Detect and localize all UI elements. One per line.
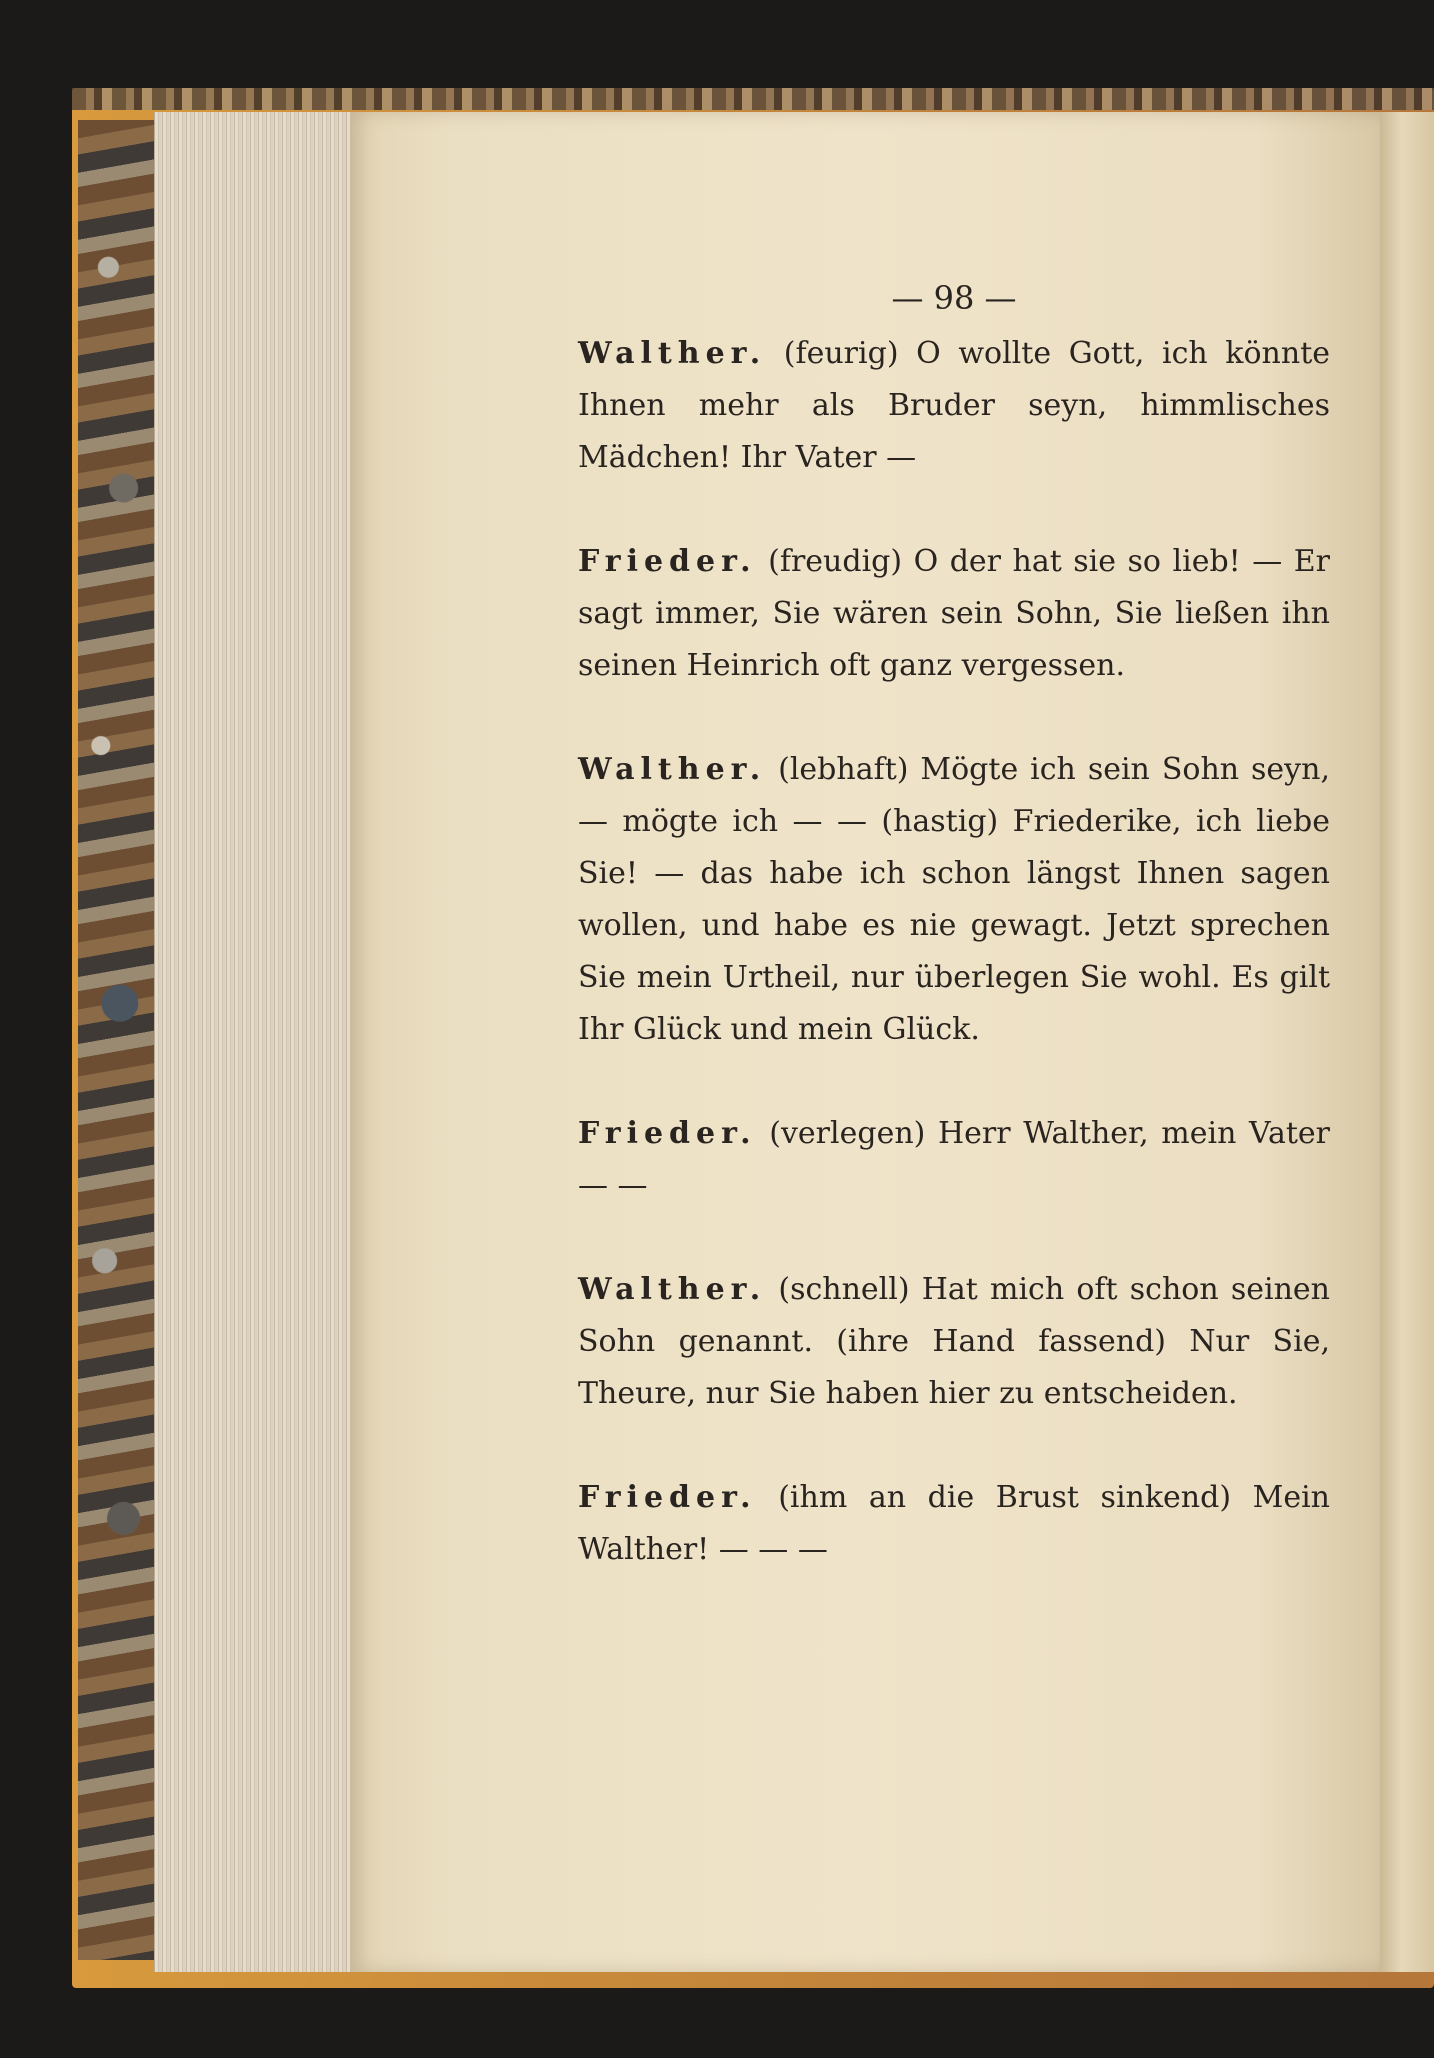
- speaker-name: Walther.: [578, 1272, 767, 1307]
- speaker-name: Frieder.: [578, 1480, 757, 1515]
- next-page-edge: [1380, 112, 1434, 1972]
- speech-text: (feurig) O wollte Gott, ich könnte Ihnen mehr als Bruder seyn, himmlisches Mädchen! Ihr Vater —: [578, 336, 1330, 475]
- speech-4: [578, 1108, 1330, 1212]
- speech-6: [578, 1472, 1330, 1576]
- speech-text: (verlegen) Herr Walther, mein Vater — —: [578, 1116, 1330, 1203]
- cover-top-edge: [72, 88, 1434, 110]
- speaker-name: Walther.: [578, 752, 767, 787]
- speech-text: (freudig) O der hat sie so lieb! — Er sagt immer, Sie wären sein Sohn, Sie ließen ihn seinen Heinrich oft ganz vergessen.: [578, 544, 1330, 683]
- speech-5: [578, 1264, 1330, 1420]
- speaker-name: Walther.: [578, 336, 767, 371]
- speech-text: (ihm an die Brust sinkend) Mein Walther! — — —: [578, 1480, 1330, 1567]
- page-block-edges: [154, 112, 351, 1972]
- speech-3: [578, 744, 1330, 1056]
- page-number: — 98 —: [891, 279, 1017, 317]
- speech-text: (schnell) Hat mich oft schon seinen Sohn genannt. (ihre Hand fassend) Nur Sie, Theure, nur Sie haben hier zu entscheiden.: [578, 1272, 1330, 1411]
- page-text: [578, 272, 1330, 1628]
- speech-text: (lebhaft) Mögte ich sein Sohn seyn, — mögte ich — — (hastig) Friederike, ich liebe Sie! — das habe ich schon längst Ihnen sagen wollen, und habe es nie gewagt. Jetzt sprechen Sie mein Urtheil, nur überlegen Sie wohl. Es gilt Ihr Glück und mein Glück.: [578, 752, 1330, 1047]
- marbled-endpaper: [78, 120, 158, 1960]
- speaker-name: Frieder.: [578, 544, 757, 579]
- speaker-name: Frieder.: [578, 1116, 757, 1151]
- speech-2: [578, 536, 1330, 692]
- speech-1: [578, 328, 1330, 484]
